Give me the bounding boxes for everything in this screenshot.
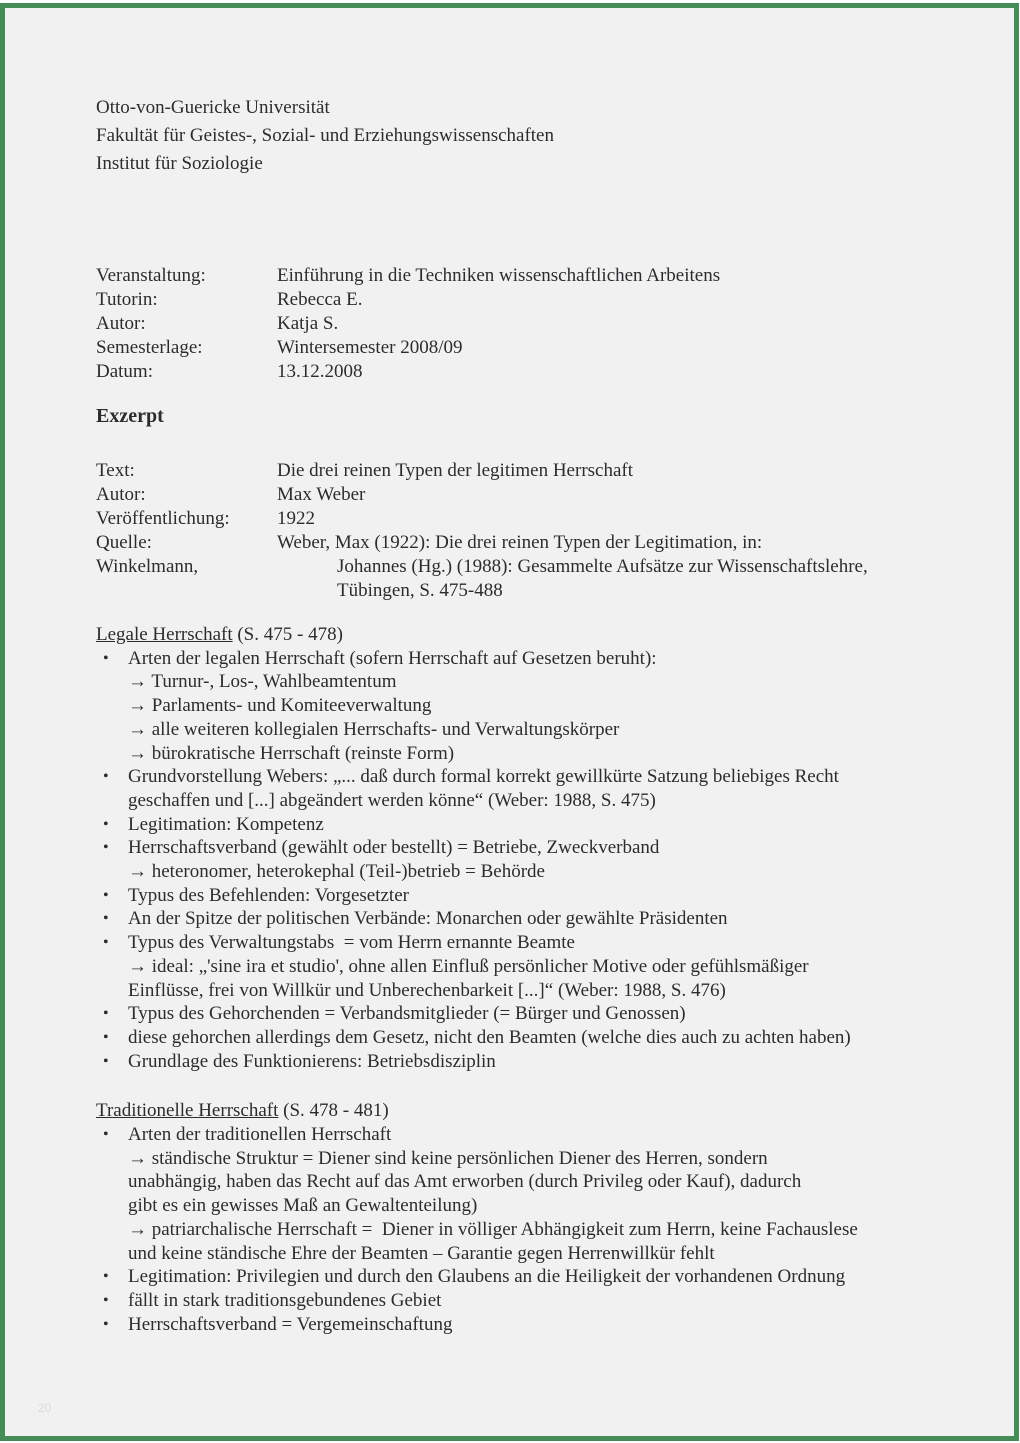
- bullet-marker: •: [103, 649, 109, 667]
- university-header: [96, 94, 984, 178]
- header-line: Institut für Soziologie: [96, 153, 263, 174]
- bullet-lines: [128, 931, 984, 1002]
- meta-label: Veröffentlichung:: [96, 508, 230, 529]
- item-line: diese gehorchen allerdings dem Gesetz, nicht den Beamten (welche dies auch zu achten haben): [128, 1026, 851, 1048]
- bullet-marker: •: [103, 1315, 109, 1333]
- bullet-item: [96, 1050, 984, 1074]
- item-line: Herrschaftsverband (gewählt oder bestellt) = Betriebe, Zweckverband: [128, 837, 660, 859]
- item-line: Typus des Gehorchenden = Verbandsmitglieder (= Bürger und Genossen): [128, 1003, 686, 1025]
- item-line: → alle weiteren kollegialen Herrschafts- und Verwaltungskörper: [128, 718, 620, 740]
- bullet-marker: •: [103, 1291, 109, 1309]
- bullet-item: [96, 1265, 984, 1289]
- bullet-lines: [128, 813, 984, 837]
- bullet-marker: •: [103, 1028, 109, 1046]
- item-line: → heteronomer, heterokephal (Teil-)betrieb = Behörde: [128, 861, 545, 883]
- meta-value: Die drei reinen Typen der legitimen Herrschaft: [277, 460, 634, 481]
- meta-label: Autor:: [96, 313, 146, 334]
- meta-row: [96, 507, 984, 531]
- item-line: Legitimation: Privilegien und durch den Glaubens an die Heiligkeit der vorhandenen Ordnung: [128, 1266, 846, 1288]
- meta-row: [96, 579, 984, 603]
- meta-label: Text:: [96, 460, 135, 481]
- meta-label: Veranstaltung:: [96, 265, 206, 286]
- meta-row: [96, 459, 984, 483]
- bullet-lines: [128, 1313, 984, 1337]
- bullet-lines: [128, 647, 984, 766]
- bullet-lines: [128, 1002, 984, 1026]
- bullet-item: [96, 1026, 984, 1050]
- bullet-item: [96, 884, 984, 908]
- course-meta: [96, 264, 984, 384]
- bullet-marker: •: [103, 768, 109, 786]
- bullet-item: [96, 813, 984, 837]
- bullet-item: [96, 1123, 984, 1265]
- item-line: geschaffen und [...] abgeändert werden könne“ (Weber: 1988, S. 475): [128, 789, 656, 811]
- section: [96, 1099, 984, 1336]
- document-page: [0, 3, 1019, 1441]
- meta-value: Max Weber: [277, 484, 366, 505]
- meta-row: [96, 336, 984, 360]
- section-heading: [96, 623, 984, 647]
- bullet-item: [96, 765, 984, 812]
- bullet-marker: •: [103, 910, 109, 928]
- item-line: → Turnur-, Los-, Wahlbeamtentum: [128, 671, 397, 693]
- bullet-item: [96, 1313, 984, 1337]
- bullet-lines: [128, 1026, 984, 1050]
- bullet-item: [96, 647, 984, 766]
- item-line: Typus des Befehlenden: Vorgesetzter: [128, 884, 409, 906]
- bullet-item: [96, 1289, 984, 1313]
- meta-value: Weber, Max (1922): Die drei reinen Typen der Legitimation, in:: [277, 532, 763, 553]
- source-meta: [96, 459, 984, 603]
- sections-container: [96, 623, 984, 1336]
- bullet-lines: [128, 1289, 984, 1313]
- meta-value: 13.12.2008: [277, 361, 363, 382]
- bullet-lines: [128, 836, 984, 883]
- bullet-marker: •: [103, 1052, 109, 1070]
- meta-label: Datum:: [96, 361, 153, 382]
- bullet-lines: [128, 884, 984, 908]
- meta-label: Autor:: [96, 484, 146, 505]
- bullet-item: [96, 1002, 984, 1026]
- bullet-lines: [128, 1265, 984, 1289]
- meta-label: Semesterlage:: [96, 337, 203, 358]
- meta-value: Katja S.: [277, 313, 339, 334]
- meta-label: Tutorin:: [96, 289, 158, 310]
- meta-label: Quelle:: [96, 532, 152, 553]
- header-line: Fakultät für Geistes-, Sozial- und Erziehungswissenschaften: [96, 125, 554, 146]
- document-content: [5, 8, 1014, 1436]
- bullet-marker: •: [103, 839, 109, 857]
- meta-row: [96, 555, 984, 579]
- item-line: An der Spitze der politischen Verbände: Monarchen oder gewählte Präsidenten: [128, 908, 728, 930]
- meta-row: [96, 288, 984, 312]
- exzerpt-heading: Exzerpt: [96, 405, 164, 427]
- bullet-marker: •: [103, 1268, 109, 1286]
- section-heading-underline: Legale Herrschaft: [96, 624, 233, 645]
- meta-row: [96, 312, 984, 336]
- bullet-item: [96, 836, 984, 883]
- meta-row: [96, 483, 984, 507]
- item-line: Herrschaftsverband = Vergemeinschaftung: [128, 1313, 453, 1335]
- bullet-lines: [128, 1050, 984, 1074]
- item-line: Legitimation: Kompetenz: [128, 813, 324, 835]
- bullet-item: [96, 931, 984, 1002]
- item-line: → bürokratische Herrschaft (reinste Form): [128, 742, 455, 764]
- item-line: → ideal: „'sine ira et studio', ohne allen Einfluß persönlicher Motive oder gefühlsmäßiger: [128, 955, 809, 977]
- meta-row: [96, 264, 984, 288]
- bullet-marker: •: [103, 1005, 109, 1023]
- item-line: Typus des Verwaltungstabs = vom Herrn ernannte Beamte: [128, 932, 575, 954]
- meta-label: [96, 579, 277, 603]
- section-heading: [96, 1099, 984, 1123]
- meta-value: 1922: [277, 508, 315, 529]
- item-line: → Parlaments- und Komiteeverwaltung: [128, 695, 432, 717]
- item-line: Einflüsse, frei von Willkür und Unberechenbarkeit [...]“ (Weber: 1988, S. 476): [128, 979, 726, 1001]
- bullet-marker: •: [103, 1126, 109, 1144]
- meta-value: Tübingen, S. 475-488: [337, 580, 503, 601]
- header-line: Otto-von-Guericke Universität: [96, 97, 330, 118]
- item-line: Arten der legalen Herrschaft (sofern Herrschaft auf Gesetzen beruht):: [128, 647, 657, 669]
- meta-row: [96, 360, 984, 384]
- section-heading-underline: Traditionelle Herrschaft: [96, 1100, 279, 1122]
- item-line: Grundlage des Funktionierens: Betriebsdisziplin: [128, 1050, 496, 1072]
- section-heading-pages: (S. 475 - 478): [232, 624, 343, 645]
- meta-row: [96, 531, 984, 555]
- meta-label: Winkelmann,: [96, 556, 199, 577]
- bullet-lines: [128, 1123, 984, 1265]
- item-line: → ständische Struktur = Diener sind keine persönlichen Diener des Herren, sondern: [128, 1147, 768, 1169]
- item-line: unabhängig, haben das Recht auf das Amt erworben (durch Privileg oder Kauf), dadurch: [128, 1171, 802, 1193]
- bullet-marker: •: [103, 886, 109, 904]
- item-line: Arten der traditionellen Herrschaft: [128, 1124, 392, 1146]
- meta-value: Einführung in die Techniken wissenschaftlichen Arbeitens: [277, 265, 721, 286]
- item-line: fällt in stark traditionsgebundenes Gebiet: [128, 1289, 442, 1311]
- section-heading-pages: (S. 478 - 481): [278, 1100, 389, 1122]
- item-line: → patriarchalische Herrschaft = Diener in völliger Abhängigkeit zum Herrn, keine Fachauslese: [128, 1218, 858, 1240]
- section: [96, 623, 984, 1073]
- item-line: gibt es ein gewisses Maß an Gewaltenteilung): [128, 1195, 478, 1217]
- meta-value: Wintersemester 2008/09: [277, 337, 463, 358]
- meta-value: Johannes (Hg.) (1988): Gesammelte Aufsätze zur Wissenschaftslehre,: [337, 556, 868, 577]
- bullet-lines: [128, 765, 984, 812]
- bullet-lines: [128, 907, 984, 931]
- meta-value: Rebecca E.: [277, 289, 363, 310]
- bullet-marker: •: [103, 934, 109, 952]
- item-line: Grundvorstellung Webers: „... daß durch formal korrekt gewillkürte Satzung beliebiges Recht: [128, 766, 839, 788]
- page-number: 20: [38, 1401, 52, 1415]
- item-line: und keine ständische Ehre der Beamten – Garantie gegen Herrenwillkür fehlt: [128, 1242, 715, 1264]
- bullet-marker: •: [103, 815, 109, 833]
- bullet-item: [96, 907, 984, 931]
